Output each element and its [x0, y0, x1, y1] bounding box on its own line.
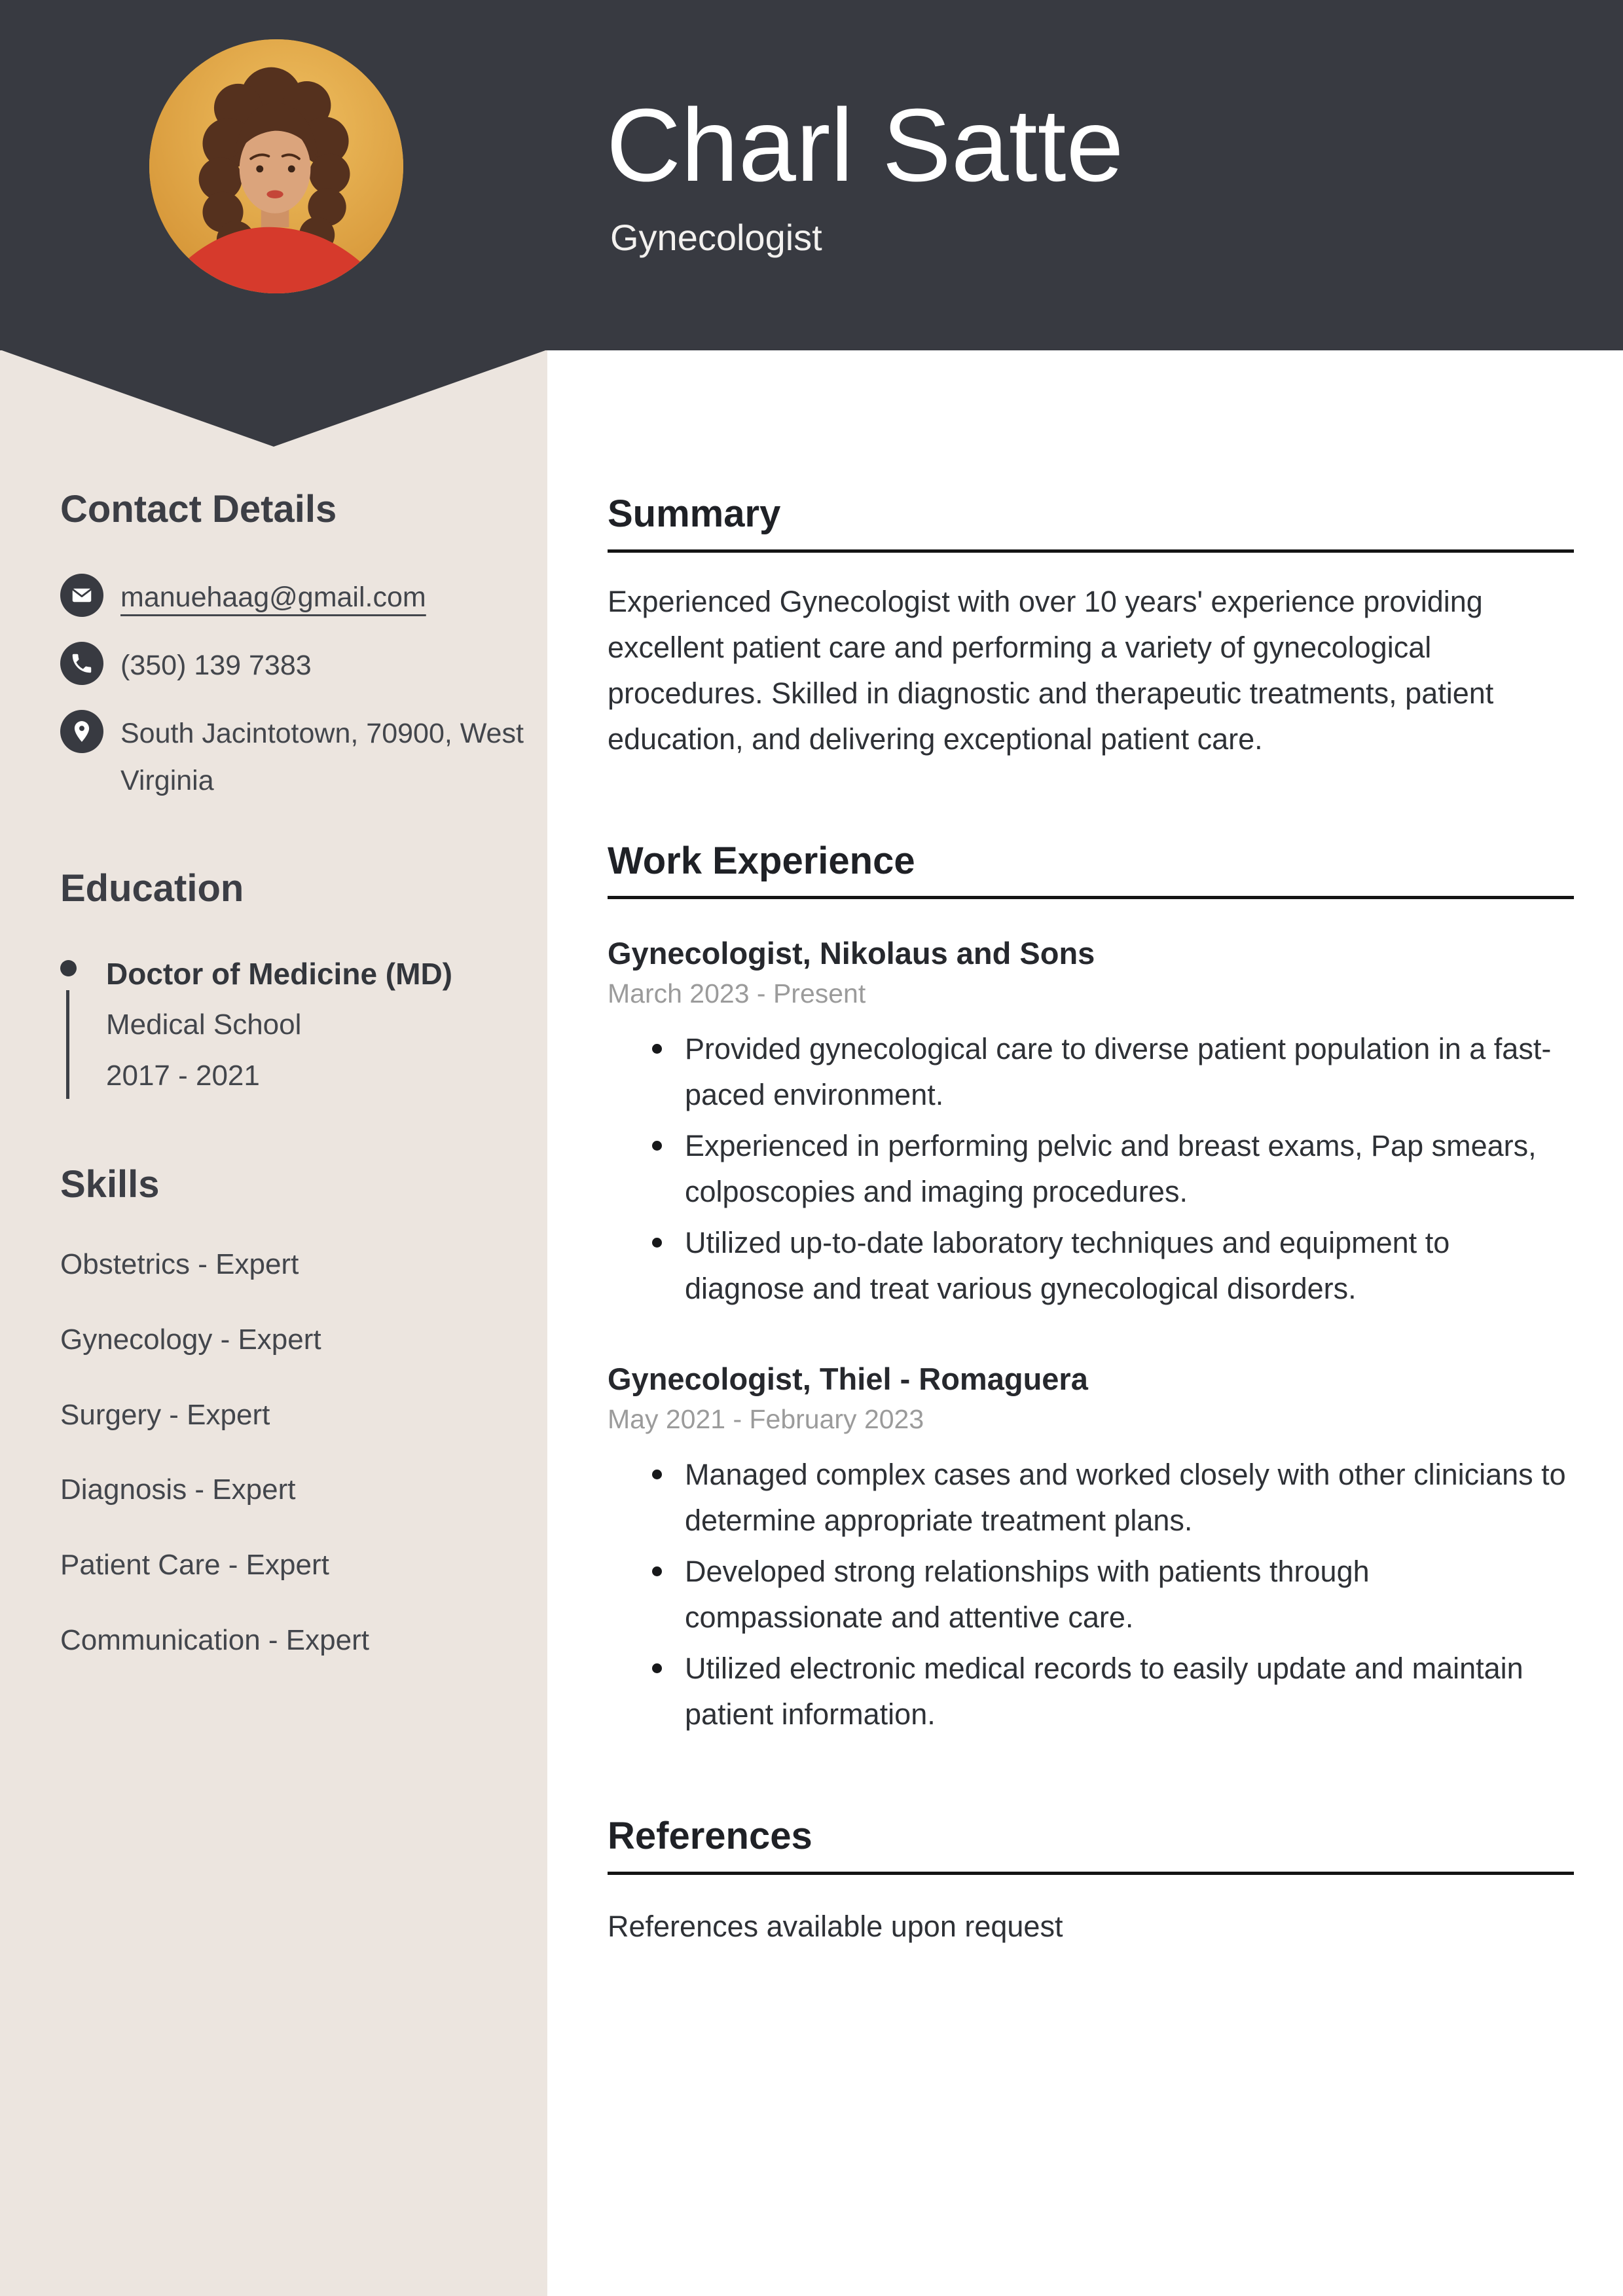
phone-icon: [60, 642, 103, 685]
person-name: Charl Satte: [606, 88, 1124, 203]
education-dates: 2017 - 2021: [106, 1060, 260, 1092]
skill-item: Patient Care - Expert: [60, 1549, 329, 1582]
skill-item: Obstetrics - Expert: [60, 1248, 299, 1281]
work-experience-heading: Work Experience: [608, 840, 1574, 900]
education-item: [60, 948, 538, 1102]
job-entry: [608, 1360, 1574, 1737]
summary-text: Experienced Gynecologist with over 10 years' experience providing excellent patient care and performing a variety of gynecological procedures. Skilled in diagnostic and therapeutic treatments, patient education, and delivering exceptional patient care.: [608, 584, 1494, 756]
profile-photo: [149, 39, 403, 293]
summary-heading: Summary: [608, 492, 1574, 553]
contact-details-heading: Contact Details: [60, 488, 337, 530]
skill-item: Surgery - Expert: [60, 1398, 270, 1431]
skill-item: Diagnosis - Expert: [60, 1473, 296, 1506]
skills-section: [60, 1163, 538, 1657]
job-bullet: Experienced in performing pelvic and breast exams, Pap smears, colposcopies and imaging procedures.: [608, 1123, 1574, 1215]
contact-list: [60, 574, 538, 804]
skill-item: Communication - Expert: [60, 1624, 369, 1657]
contact-row-address: [60, 710, 538, 804]
sidebar: [60, 488, 538, 1658]
timeline-rail: [66, 990, 69, 1099]
education-school: Medical School: [106, 1009, 302, 1041]
education-heading: Education: [60, 866, 244, 910]
job-bullet-list: [608, 1026, 1574, 1312]
main-content: [608, 492, 1574, 1950]
skill-item: Gynecology - Expert: [60, 1323, 321, 1356]
education-section: [60, 867, 538, 1102]
job-entry: [608, 935, 1574, 1312]
job-bullet-list: [608, 1452, 1574, 1737]
job-dates: May 2021 - February 2023: [608, 1403, 924, 1434]
education-degree: Doctor of Medicine (MD): [106, 957, 452, 991]
timeline-dot: [60, 960, 77, 976]
mail-icon: [60, 574, 103, 617]
references-text: References available upon request: [608, 1909, 1063, 1943]
contact-phone: (350) 139 7383: [120, 649, 312, 681]
contact-row-phone: [60, 642, 538, 689]
person-job-title: Gynecologist: [610, 217, 822, 258]
job-bullet: Utilized up-to-date laboratory techniques and equipment to diagnose and treat various gynecological disorders.: [608, 1220, 1574, 1312]
work-experience-section: [608, 840, 1574, 1737]
contact-address: South Jacintotown, 70900, West Virginia: [120, 717, 524, 796]
job-bullet: Managed complex cases and worked closely with other clinicians to determine appropriate treatment plans.: [608, 1452, 1574, 1544]
job-title: Gynecologist, Thiel - Romaguera: [608, 1361, 1088, 1397]
skills-heading: Skills: [60, 1163, 160, 1206]
job-bullet: Utilized electronic medical records to easily update and maintain patient information.: [608, 1646, 1574, 1737]
references-section: [608, 1815, 1574, 1950]
contact-email-link[interactable]: manuehaag@gmail.com: [120, 581, 426, 613]
job-title: Gynecologist, Nikolaus and Sons: [608, 936, 1095, 971]
references-heading: References: [608, 1815, 1574, 1875]
contact-row-email: [60, 574, 538, 621]
job-dates: March 2023 - Present: [608, 978, 866, 1009]
job-bullet: Developed strong relationships with patients through compassionate and attentive care.: [608, 1549, 1574, 1640]
job-bullet: Provided gynecological care to diverse patient population in a fast-paced environment.: [608, 1026, 1574, 1118]
location-icon: [60, 710, 103, 753]
summary-section: [608, 492, 1574, 762]
profile-photo-illustration: [149, 39, 403, 293]
